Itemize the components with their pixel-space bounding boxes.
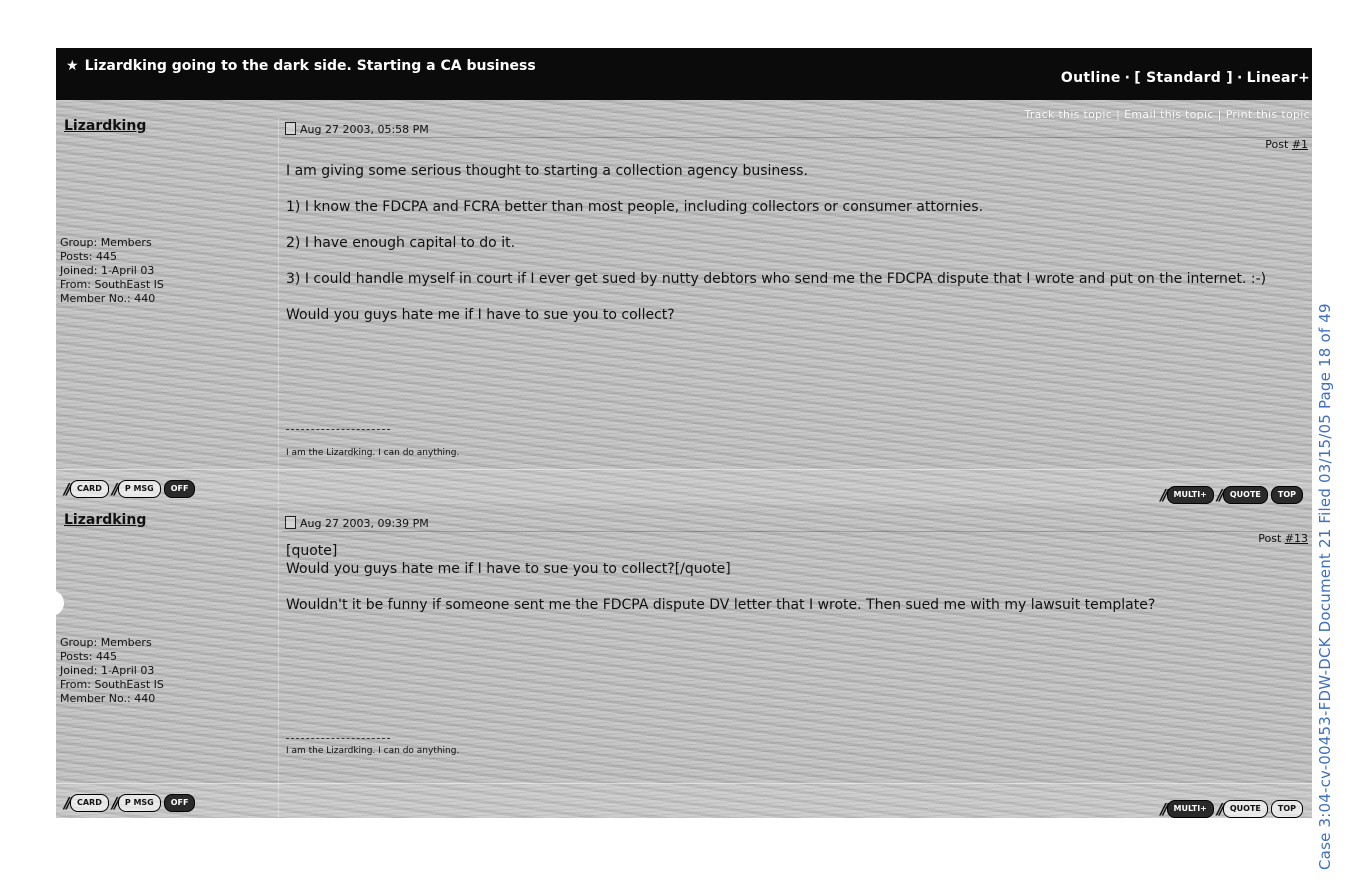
post-signature: I am the Lizardking. I can do anything. — [286, 746, 460, 756]
binder-hole — [30, 262, 50, 282]
author-actions — [64, 478, 198, 498]
double-slash-icon: // — [1216, 799, 1222, 818]
author-profile-info — [60, 636, 164, 706]
forum-post — [56, 506, 1312, 818]
multi-quote-button[interactable]: MULTI+ — [1167, 800, 1214, 818]
print-topic-link[interactable]: Print this topic — [1225, 108, 1310, 121]
forum-page-scan — [56, 48, 1312, 818]
forum-post — [56, 118, 1312, 504]
double-slash-icon: // — [111, 793, 117, 812]
post-date-text: Aug 27 2003, 05:58 PM — [300, 123, 429, 136]
card-button[interactable]: CARD — [70, 794, 109, 812]
topic-title — [66, 58, 536, 74]
topic-header-bar — [56, 48, 1312, 100]
signature-divider — [286, 738, 390, 739]
toolbar-separator: | — [1116, 108, 1121, 121]
document-icon — [285, 122, 296, 135]
double-slash-icon: // — [64, 479, 69, 498]
off-status-button[interactable]: OFF — [164, 480, 196, 498]
quote-button[interactable]: QUOTE — [1223, 486, 1268, 504]
post-number-label: Post — [1265, 138, 1289, 151]
author-joined: Joined: 1-April 03 — [60, 664, 155, 677]
double-slash-icon: // — [1160, 799, 1166, 818]
author-group: Group: Members — [60, 236, 152, 249]
view-mode-separator: · — [1124, 70, 1131, 86]
quote-button[interactable]: QUOTE — [1223, 800, 1268, 818]
view-mode-separator: · — [1237, 70, 1243, 86]
post-signature: I am the Lizardking. I can do anything. — [286, 448, 460, 458]
post-date-text: Aug 27 2003, 09:39 PM — [300, 517, 429, 530]
pmsg-button[interactable]: P MSG — [118, 480, 161, 498]
signature-divider — [286, 429, 390, 430]
post-action-bar — [56, 783, 1312, 818]
author-profile-info — [60, 236, 164, 306]
binder-hole — [38, 590, 64, 616]
card-button[interactable]: CARD — [70, 480, 109, 498]
author-post-count: Posts: 445 — [60, 650, 117, 663]
multi-quote-button[interactable]: MULTI+ — [1167, 486, 1214, 504]
post-number-label: Post — [1258, 532, 1282, 545]
view-mode-switcher — [1059, 70, 1312, 86]
author-member-no: Member No.: 440 — [60, 692, 156, 705]
post-action-bar — [56, 469, 1312, 504]
author-actions — [64, 792, 198, 812]
post-actions — [1161, 798, 1306, 818]
author-member-no: Member No.: 440 — [60, 292, 156, 305]
post-paragraph: 2) I have enough capital to do it. — [286, 235, 516, 251]
off-status-button[interactable]: OFF — [164, 794, 196, 812]
document-icon — [285, 516, 296, 529]
post-column-divider — [278, 118, 279, 504]
post-header-rule — [282, 531, 1312, 532]
email-topic-link[interactable]: Email this topic — [1124, 108, 1214, 121]
pmsg-button[interactable]: P MSG — [118, 794, 161, 812]
post-actions — [1161, 484, 1306, 504]
double-slash-icon: // — [1160, 485, 1166, 504]
view-mode-standard[interactable]: [ Standard ] — [1134, 70, 1233, 86]
view-mode-linear[interactable]: Linear+ — [1246, 70, 1310, 86]
track-topic-link[interactable]: Track this topic — [1024, 108, 1113, 121]
post-author-link[interactable]: Lizardking — [64, 118, 147, 134]
post-column-divider — [278, 506, 279, 818]
post-paragraph: Wouldn't it be funny if someone sent me the FDCPA dispute DV letter that I wrote. Then sued me with my lawsuit template? — [286, 597, 1156, 613]
author-from: From: SouthEast IS — [60, 278, 164, 291]
star-icon: ★ — [66, 58, 79, 74]
post-paragraph: Would you guys hate me if I have to sue you to collect?[/quote] — [286, 561, 731, 577]
double-slash-icon: // — [64, 793, 69, 812]
double-slash-icon: // — [1216, 485, 1222, 504]
post-paragraph: 1) I know the FDCPA and FCRA better than most people, including collectors or consumer attornies. — [286, 199, 984, 215]
post-header-rule — [282, 137, 1312, 138]
author-post-count: Posts: 445 — [60, 250, 117, 263]
post-body — [286, 162, 1306, 324]
top-button[interactable]: TOP — [1271, 800, 1303, 818]
top-button[interactable]: TOP — [1271, 486, 1303, 504]
view-mode-outline[interactable]: Outline — [1060, 70, 1121, 86]
post-body — [286, 542, 1306, 614]
post-author-link[interactable]: Lizardking — [64, 512, 147, 528]
post-number-link[interactable]: #13 — [1284, 532, 1308, 545]
author-from: From: SouthEast IS — [60, 678, 164, 691]
topic-title-text: Lizardking going to the dark side. Starting a CA business — [84, 58, 536, 74]
author-joined: Joined: 1-April 03 — [60, 264, 155, 277]
post-number — [1265, 138, 1308, 151]
post-number-link[interactable]: #1 — [1291, 138, 1308, 151]
post-paragraph: Would you guys hate me if I have to sue you to collect? — [286, 307, 675, 323]
court-filing-stamp: Case 3:04-cv-00453-FDW-DCK Document 21 Filed 03/15/05 Page 18 of 49 — [1316, 303, 1334, 870]
double-slash-icon: // — [111, 479, 117, 498]
post-paragraph: I am giving some serious thought to starting a collection agency business. — [286, 163, 808, 179]
post-date — [285, 516, 429, 530]
post-date — [285, 122, 429, 136]
post-paragraph: 3) I could handle myself in court if I ever get sued by nutty debtors who send me the FDCPA dispute that I wrote and put on the internet. :-) — [286, 271, 1267, 287]
post-paragraph: [quote] — [286, 543, 338, 559]
author-group: Group: Members — [60, 636, 152, 649]
toolbar-separator: | — [1217, 108, 1222, 121]
